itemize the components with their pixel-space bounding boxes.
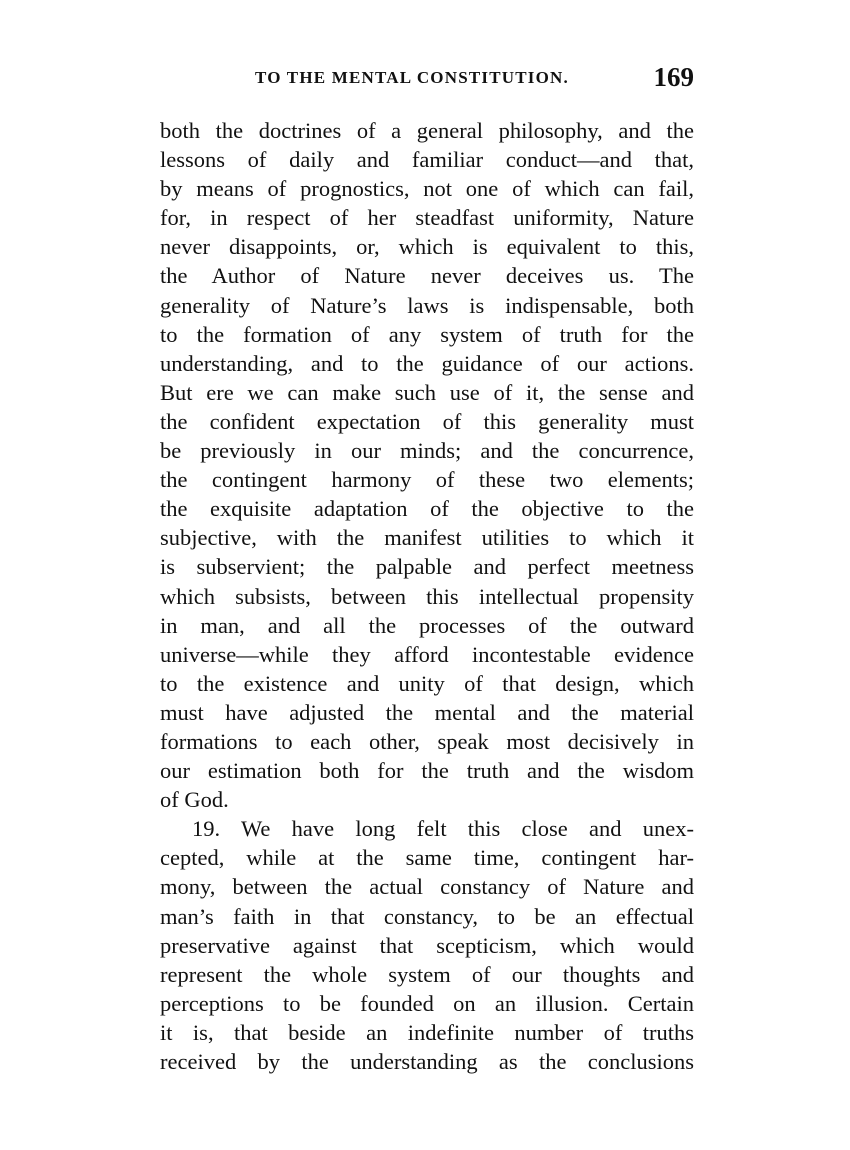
text-line: generality of Nature’s laws is indispensable, both [160, 292, 694, 318]
text-line: in man, and all the processes of the outward [160, 612, 694, 638]
body-text [160, 116, 694, 1076]
text-line: both the doctrines of a general philosophy, and the [160, 118, 694, 143]
text-line: to the formation of any system of truth for the [160, 321, 694, 347]
text-line: must have adjusted the mental and the material [160, 699, 694, 725]
text-line: preservative against that scepticism, which would [160, 932, 694, 958]
text-line: man’s faith in that constancy, to be an effectual [160, 903, 694, 929]
text-line: 19. We have long felt this close and unex- [192, 816, 694, 842]
text-line: to the existence and unity of that design, which [160, 670, 694, 696]
running-title: TO THE MENTAL CONSTITUTION. [255, 68, 569, 87]
text-line: the Author of Nature never deceives us. The [160, 263, 694, 289]
text-line: subjective, with the manifest utilities to which it [160, 525, 694, 551]
text-line: mony, between the actual constancy of Nature and [160, 874, 694, 900]
text-line: universe—while they afford incontestable evidence [160, 641, 694, 667]
page-number: 169 [653, 62, 694, 92]
text-line: formations to each other, speak most decisively in [160, 728, 694, 754]
text-line: never disappoints, or, which is equivalent to this, [160, 234, 694, 260]
text-line: by means of prognostics, not one of which can fail, [160, 176, 694, 202]
text-line: understanding, and to the guidance of our actions. [160, 350, 694, 376]
text-line: which subsists, between this intellectual propensity [160, 583, 694, 609]
text-line: for, in respect of her steadfast uniformity, Nature [160, 205, 694, 231]
text-line: it is, that beside an indefinite number of truths [160, 1019, 694, 1045]
text-line: But ere we can make such use of it, the sense and [160, 379, 694, 405]
text-line: lessons of daily and familiar conduct—and that, [160, 147, 694, 173]
text-line: of God. [160, 787, 229, 813]
text-line: our estimation both for the truth and the wisdom [160, 758, 694, 784]
text-line: represent the whole system of our thoughts and [160, 961, 694, 987]
text-line: cepted, while at the same time, contingent har- [160, 845, 694, 871]
text-line: received by the understanding as the conclusions [160, 1049, 694, 1074]
text-line: perceptions to be founded on an illusion. Certain [160, 990, 694, 1016]
running-head [160, 62, 694, 96]
text-line: the confident expectation of this generality must [160, 408, 694, 434]
text-line: be previously in our minds; and the concurrence, [160, 438, 694, 464]
text-line: the exquisite adaptation of the objective to the [160, 496, 694, 522]
text-line: is subservient; the palpable and perfect meetness [160, 554, 694, 580]
text-line: the contingent harmony of these two elements; [160, 467, 694, 493]
